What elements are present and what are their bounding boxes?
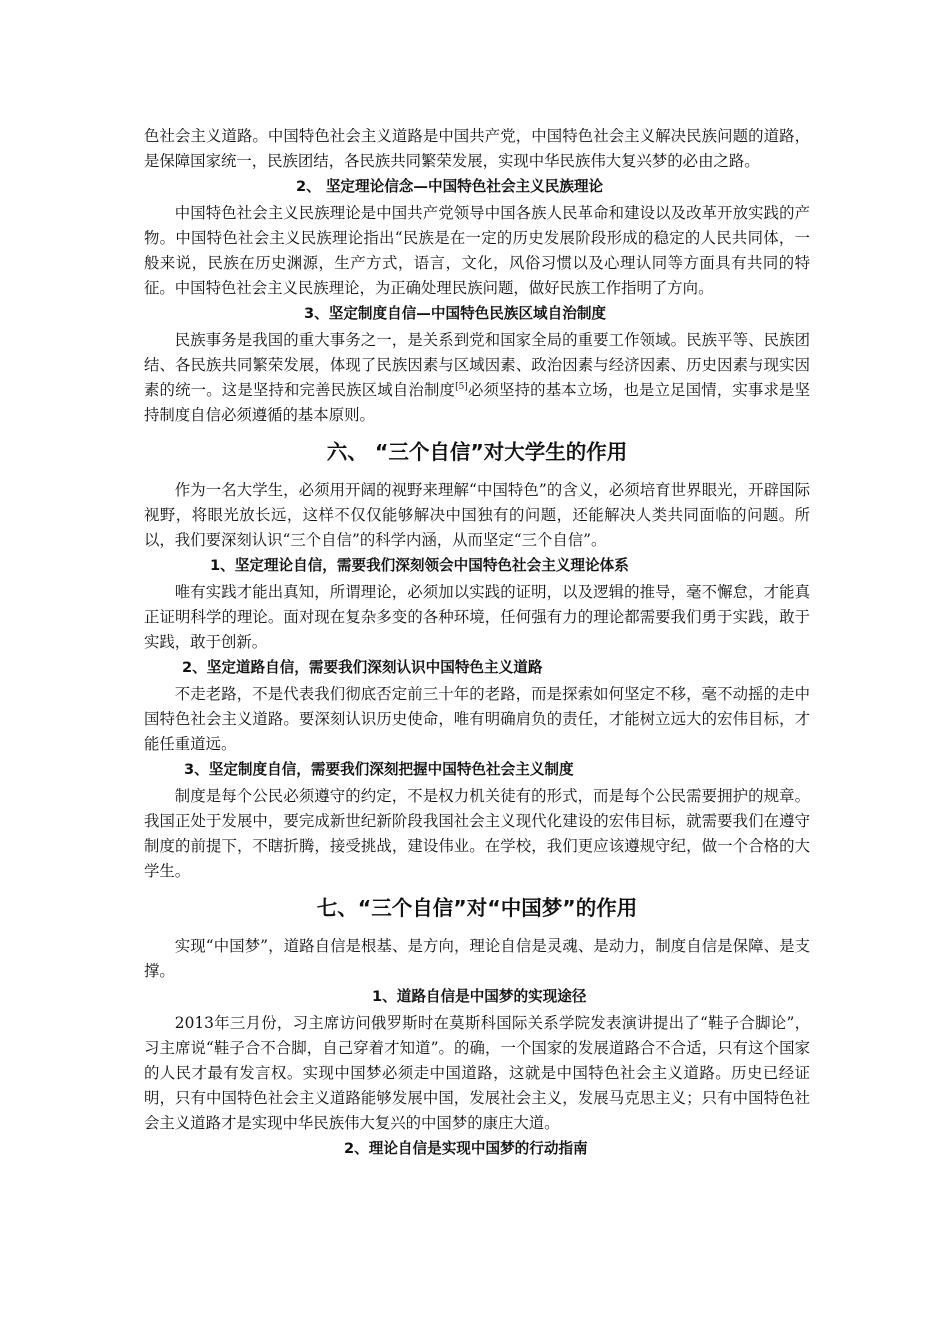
subheading: 2、坚定道路自信，需要我们深刻认识中国特色主义道路 xyxy=(182,659,543,676)
paragraph: 制度是每个公民必须遵守的约定，不是权力机关徒有的形式，而是每个公民需要拥护的规章。我国正处于发展中，要完成新世纪新阶段我国社会主义现代化建设的宏伟目标，就需要我们在遵守制度的前提下，不瞎折腾，接受挑战，建设伟业。在学校，我们更应该遵规守纪，做一个合格的大学生。 xyxy=(144,787,810,880)
citation-ref: [5] xyxy=(455,382,468,392)
subheading: 1、坚定理论自信，需要我们深刻领会中国特色社会主义理论体系 xyxy=(210,557,629,574)
paragraph: 不走老路，不是代表我们彻底否定前三十年的老路，而是探索如何坚定不移，毫不动摇的走中国特色社会主义道路。要深刻认识历史使命，唯有明确肩负的责任，才能树立远大的宏伟目标，才能任重道远。 xyxy=(144,685,810,753)
paragraph: 作为一名大学生，必须用开阔的视野来理解“中国特色”的含义，必须培育世界眼光，开辟国际视野，将眼光放长远，这样不仅仅能够解决中国独有的问题，还能解决人类共同面临的问题。所以，我们要深刻认识“三个自信”的科学内涵，从而坚定“三个自信”。 xyxy=(144,481,810,549)
paragraph: 2013年三月份，习主席访问俄罗斯时在莫斯科国际关系学院发表演讲提出了“鞋子合脚论”，习主席说“鞋子合不合脚，自己穿着才知道”。的确，一个国家的发展道路合不合适，只有这个国家的人民才最有发言权。实现中国梦必须走中国道路，这就是中国特色社会主义道路。历史已经证明，只有中国特色社会主义道路能够发展中国，发展社会主义，发展马克思主义；只有中国特色社会主义道路才是实现中华民族伟大复兴的中国梦的康庄大道。 xyxy=(144,1014,810,1132)
paragraph-text: 必须坚持的基本立场，也是立足国情，实事求是坚持制度自信必须遵循的基本原则。 xyxy=(144,381,810,424)
subheading: 2、理论自信是实现中国梦的行动指南 xyxy=(344,1140,588,1157)
paragraph xyxy=(144,328,810,428)
paragraph: 实现“中国梦”，道路自信是根基、是方向，理论自信是灵魂、是动力，制度自信是保障、是支撑。 xyxy=(144,937,810,980)
section-heading: 七、“三个自信”对“中国梦”的作用 xyxy=(316,896,638,920)
document-page xyxy=(144,124,810,1163)
section-heading: 六、 “三个自信”对大学生的作用 xyxy=(326,440,628,464)
subheading: 3、坚定制度自信—中国特色民族区域自治制度 xyxy=(304,305,607,322)
paragraph-text: 民族事务是我国的重大事务之一，是关系到党和国家全局的重要工作领域。民族平等、民族团结、各民族共同繁荣发展，体现了民族因素与区域因素、政治因素与经济因素、历史因素与现实因素的统一。这是坚持和完善民族区域自治制度 xyxy=(144,331,810,399)
paragraph: 色社会主义道路。中国特色社会主义道路是中国共产党，中国特色社会主义解决民族问题的道路，是保障国家统一，民族团结，各民族共同繁荣发展，实现中华民族伟大复兴梦的必由之路。 xyxy=(144,127,810,170)
paragraph: 中国特色社会主义民族理论是中国共产党领导中国各族人民革命和建设以及改革开放实践的产物。中国特色社会主义民族理论指出“民族是在一定的历史发展阶段形成的稳定的人民共同体，一般来说，民族在历史渊源，生产方式，语言，文化，风俗习惯以及心理认同等方面具有共同的特征。中国特色社会主义民族理论，为正确处理民族问题，做好民族工作指明了方向。 xyxy=(144,204,810,297)
subheading: 3、坚定制度自信，需要我们深刻把握中国特色社会主义制度 xyxy=(184,761,574,778)
subheading: 2、 坚定理论信念—中国特色社会主义民族理论 xyxy=(296,178,604,195)
paragraph: 唯有实践才能出真知，所谓理论，必须加以实践的证明，以及逻辑的推导，毫不懈怠，才能真正证明科学的理论。面对现在复杂多变的各种环境，任何强有力的理论都需要我们勇于实践，敢于实践，敢于创新。 xyxy=(144,583,810,651)
subheading: 1、道路自信是中国梦的实现途径 xyxy=(372,988,587,1005)
